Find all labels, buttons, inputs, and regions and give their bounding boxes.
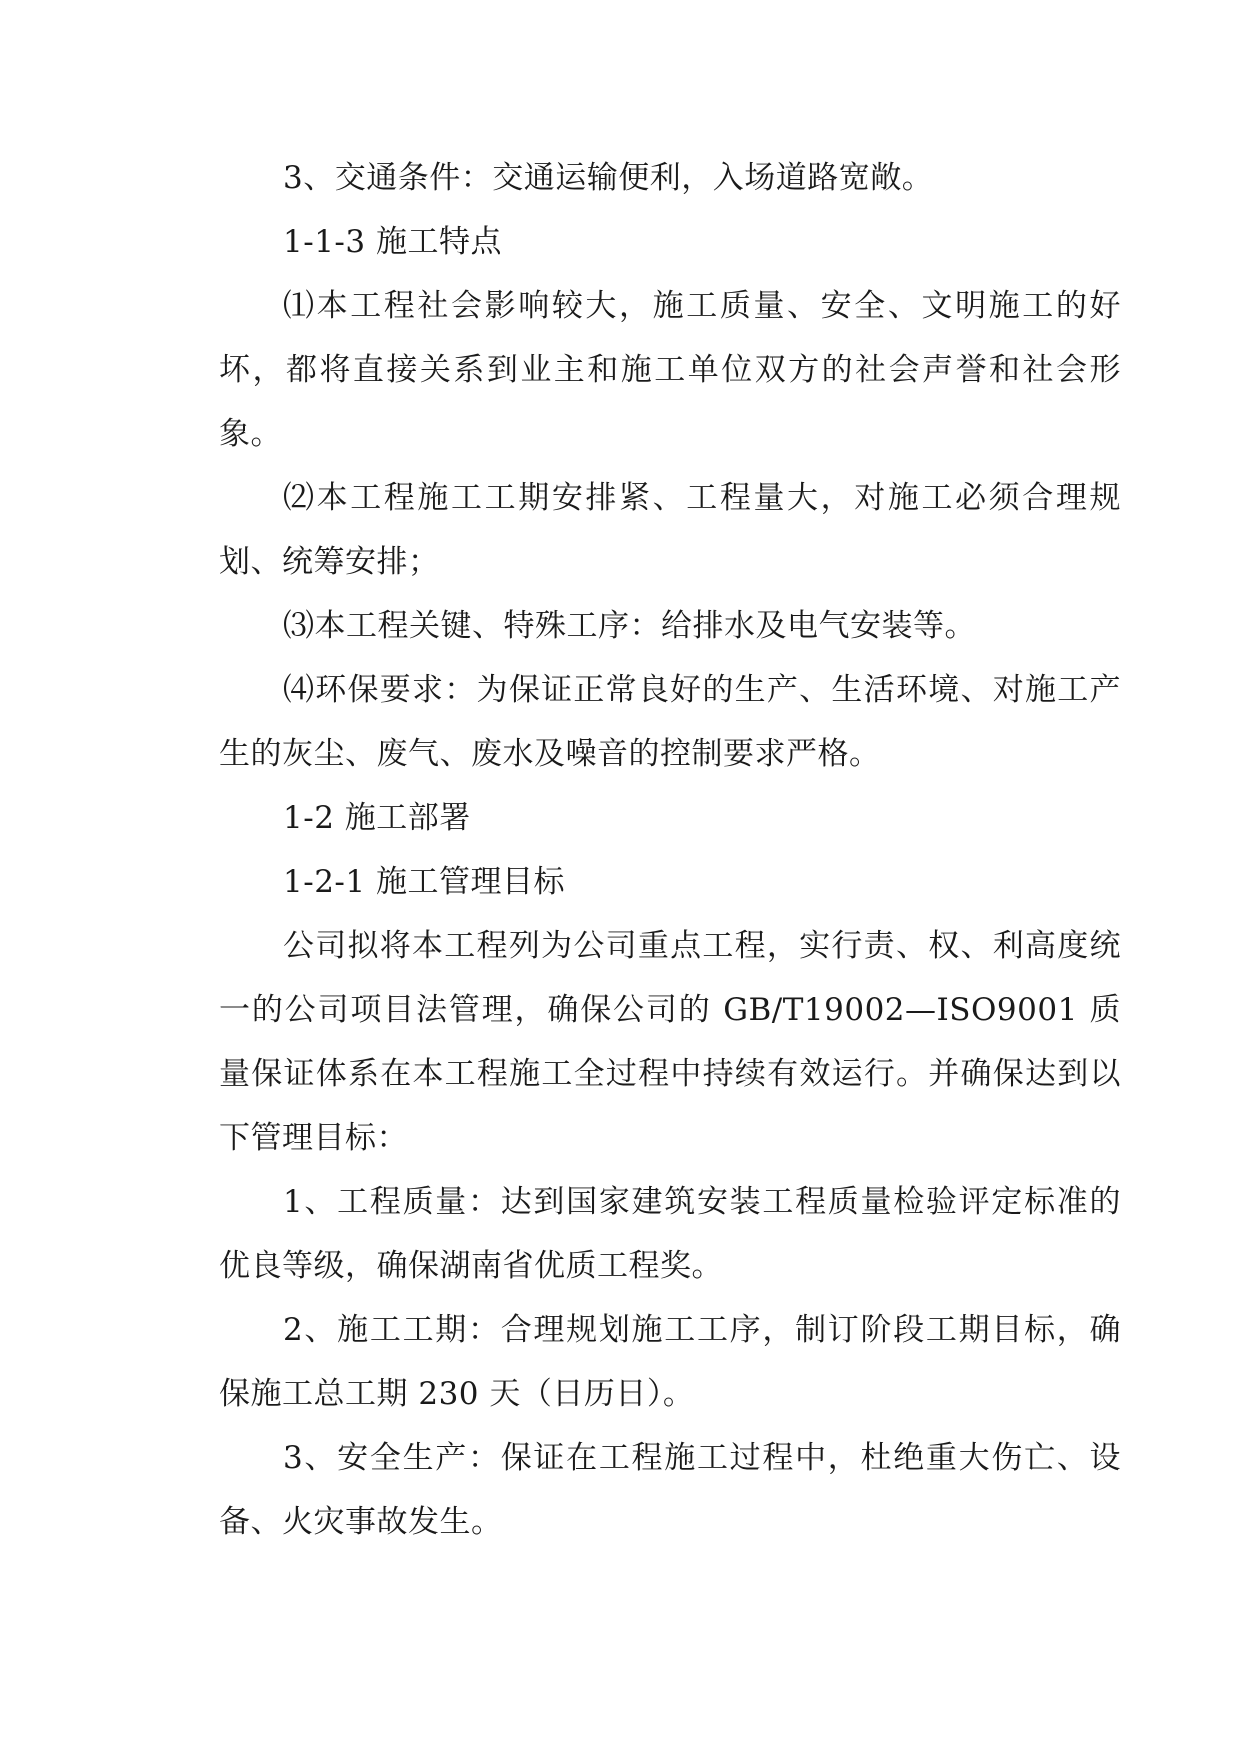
paragraph-traffic-conditions: 3、交通条件：交通运输便利，入场道路宽敞。 — [283, 160, 934, 196]
paragraph-feature-4: ⑷环保要求：为保证正常良好的生产、生活环境、对施工产生的灰尘、废气、废水及噪音的控制要求严格。 — [219, 672, 1121, 772]
paragraph-goal-schedule: 2、施工工期：合理规划施工工序，制订阶段工期目标，确保施工总工期 230 天（日历日）。 — [219, 1312, 1121, 1412]
heading-construction-deployment: 1-2 施工部署 — [283, 800, 471, 836]
paragraph-goal-safety: 3、安全生产：保证在工程施工过程中，杜绝重大伤亡、设备、火灾事故发生。 — [219, 1440, 1121, 1540]
document-body — [219, 146, 1121, 1554]
paragraph-feature-2: ⑵本工程施工工期安排紧、工程量大，对施工必须合理规划、统筹安排； — [219, 480, 1121, 580]
paragraph-feature-3: ⑶本工程关键、特殊工序：给排水及电气安装等。 — [283, 608, 976, 644]
paragraph-goal-quality: 1、工程质量：达到国家建筑安装工程质量检验评定标准的优良等级，确保湖南省优质工程奖。 — [219, 1184, 1121, 1284]
paragraph-management-intro: 公司拟将本工程列为公司重点工程，实行责、权、利高度统一的公司项目法管理，确保公司的 GB/T19002—ISO9001 质量保证体系在本工程施工全过程中持续有效运行。并确保达到以下管理目标： — [219, 928, 1121, 1156]
heading-management-goals: 1-2-1 施工管理目标 — [283, 864, 565, 900]
paragraph-feature-1: ⑴本工程社会影响较大，施工质量、安全、文明施工的好坏，都将直接关系到业主和施工单位双方的社会声誉和社会形象。 — [219, 288, 1121, 452]
heading-construction-features: 1-1-3 施工特点 — [283, 224, 502, 260]
